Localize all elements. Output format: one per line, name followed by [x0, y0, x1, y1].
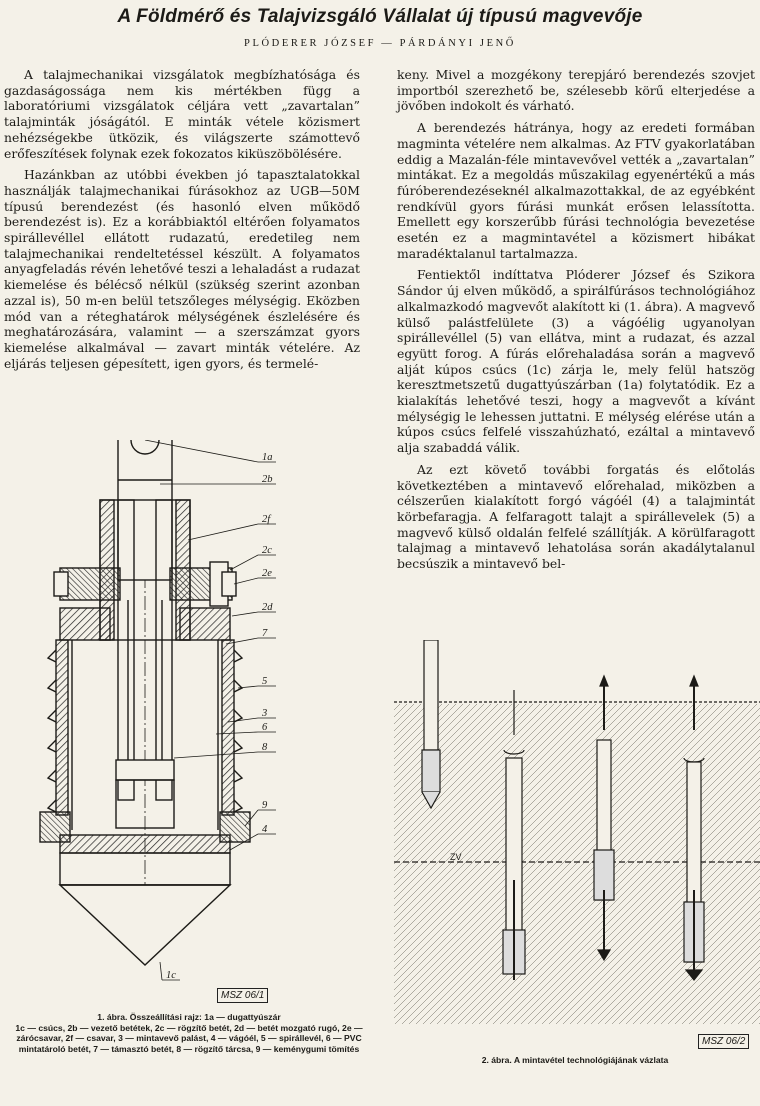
- stage-1-auger: [422, 640, 440, 808]
- label-1c: 1c: [166, 970, 176, 981]
- paragraph: keny. Mivel a mozgékony terepjáró berendezés szovjet importból szerezhető be, szélesebb körű elterjedése a jövőben indokolt és várható.: [397, 67, 755, 114]
- label-1a: 1a: [262, 452, 273, 463]
- label-2f: 2f: [262, 514, 271, 525]
- label-2d: 2d: [262, 602, 273, 613]
- article-title: A Földmérő és Talajvizsgáló Vállalat új típusú magvevője: [117, 6, 643, 27]
- figure-1-assembly-drawing: [0, 440, 378, 1010]
- right-text-column: [397, 67, 755, 578]
- figure-1-caption: [2, 1012, 376, 1054]
- label-7: 7: [262, 628, 268, 639]
- label-8: 8: [262, 742, 268, 753]
- figure-2-technology-sketch: [394, 640, 760, 1055]
- label-5: 5: [262, 676, 268, 687]
- paragraph: Hazánkban az utóbbi években jó tapasztalatokkal használják talajmechanikai fúrásokhoz az UGB—50M típusú berendezést (és hasonló elven működő berendezést is). Ez a korábbiaktól eltérően folyamatos spirállevéllel ellátott rudazatú, eredetileg nem talajmechanikai rendeltetéssel készült. A folyamatos anyagfeladás révén lehetővé teszi a lehaladást a rudazat kiemelése és bélécső nélkül (szükség szerint azonban azzal is), 50 m-en belül tetszőleges mélységig. Eközben mód van a réteghatárok mélységének észlelésére és meghatározására, valamint — a szerszámzat gyors kiemelése alkalmával — zavart minták vételére. Az eljárás teljesen gépesített, igen gyors, és termelé-: [4, 167, 360, 371]
- label-3: 3: [262, 708, 268, 719]
- figure-1-stamp: MSZ 06/1: [217, 988, 268, 1003]
- label-2b: 2b: [262, 474, 273, 485]
- left-text-column: [4, 67, 360, 377]
- label-2e: 2e: [262, 568, 272, 579]
- water-table-label: ZV: [450, 852, 462, 862]
- label-4: 4: [262, 824, 268, 835]
- article-authors: PLÓDERER JÓZSEF — PÁRDÁNYI JENŐ: [244, 38, 516, 49]
- label-9: 9: [262, 800, 268, 811]
- paragraph: Az ezt követő további forgatás és előtolás következtében a mintavevő előrehalad, miközben a célszerűen kialakított forgó vágóél (4) a talajmintát körbefaragja. A felfaragott talajt a spirállevelek (5) a magvevő külső oldalán felfelé szállítják. A körülfaragott talajmag a mintavevő lehatolása során akadálytalanul becsúszik a mintavevő bel-: [397, 461, 755, 572]
- paragraph: A berendezés hátránya, hogy az eredeti formában magminta vételére nem alkalmas. Az FTV gyakorlatában eddig a Mazalán-féle mintavevővel vették a „zavartalan” mintákat. Ez a megoldás műszakilag egyenértékű a más fúróberendezéseknél alkalmazottakkal, de az egyébként rendkívül gyors fúrási munkát erősen lelassította. Emellett egy korszerűbb fúrási technológia bevezetése esetén ez a magmintavétel a közismert hibákat maradéktalanul tartalmazza.: [397, 120, 755, 261]
- label-2c: 2c: [262, 545, 272, 556]
- sampler-body: [40, 440, 250, 965]
- figure-2-caption: 2. ábra. A mintavétel technológiájának vázlata: [481, 1055, 669, 1065]
- paragraph: A talajmechanikai vizsgálatok megbízhatósága és gazdaságossága nem kis mértékben függ a laboratóriumi vizsgálatok céljára vett „zavartalan” talajminták jóságától. E minták vétele közismert nehézségekbe ütközik, és világszerte számottevő erőfeszítések folynak ezek fokozatos kiküszöbölésére.: [4, 67, 360, 161]
- figure-1-caption-title: 1. ábra. Összeállítási rajz: 1a — dugattyúszár: [97, 1012, 281, 1022]
- soil-area: [394, 704, 760, 1024]
- figure-1-caption-body: 1c — csúcs, 2b — vezető betétek, 2c — rögzítő betét, 2d — betét mozgató rugó, 2e — zárócsavar, 2f — csavar, 3 — mintavevő palást, 4 — vágóél, 5 — spirállevél, 6 — PVC mintatároló betét, 7 — támasztó betét, 8 — rögzítő tárcsa, 9 — keménygumi tömítés: [15, 1022, 363, 1054]
- paragraph: Fentiektől indíttatva Plóderer József és Szikora Sándor új elven működő, a spirálfúrásos technológiához alkalmazkodó magvevőt alakított ki (1. ábra). A magvevő külső palástfelülete (3) a vágóélig ugyanolyan spirállevéllel (5) van ellátva, mint a rudazat, és azzal együtt forog. A fúrás előrehaladása során a magvevő alját kúpos csúcs (1c) zárja le, mely felül hatszög keresztmetszetű dugattyúszárban (1a) folytatódik. Ez a kialakítás lehetővé teszi, hogy a magvevőt a kívánt mélységig le lehessen juttatni. E mélység elérése után a kúpos csúcs felfelé visszahúzható, ezáltal a mintavevő alja szabaddá válik.: [397, 267, 755, 456]
- figure-2-stamp: MSZ 06/2: [698, 1034, 749, 1049]
- label-6: 6: [262, 722, 268, 733]
